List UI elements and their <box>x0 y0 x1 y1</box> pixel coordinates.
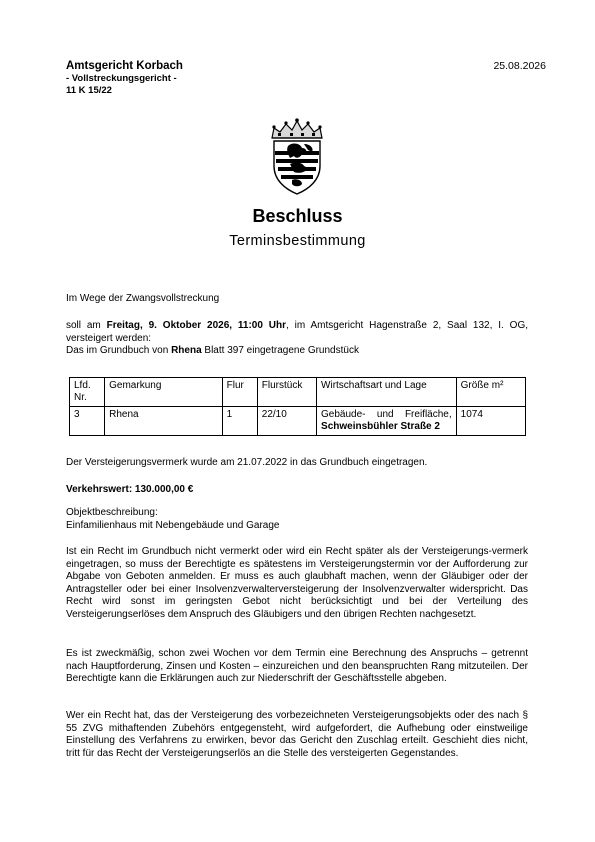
object-label: Objektbeschreibung: <box>66 507 158 518</box>
auction-block <box>66 320 528 358</box>
register-prefix: Das im Grundbuch von <box>66 345 172 356</box>
market-value: Verkehrswert: 130.000,00 € <box>66 484 194 495</box>
document-title: Beschluss <box>252 206 343 226</box>
auction-location: , im Amtsgericht Hagenstraße 2, Saal 132, I. OG, <box>286 320 528 331</box>
header-flur: Flur <box>222 378 257 407</box>
cell-gemarkung: Rhena <box>105 407 223 436</box>
header-groesse: Größe m² <box>456 378 525 407</box>
header-gemarkung: Gemarkung <box>105 378 223 407</box>
intro-text: Im Wege der Zwangsvollstreckung <box>66 293 220 304</box>
register-suffix: Blatt 397 eingetragene Grundstück <box>201 345 359 356</box>
cell-flurstueck: 22/10 <box>257 407 316 436</box>
court-name: Amtsgericht Korbach <box>66 60 183 72</box>
header-flurstueck: Flurstück <box>257 378 316 407</box>
cell-wirtschaftsart <box>317 407 457 436</box>
auction-line-3 <box>66 345 528 358</box>
document-date: 25.08.2026 <box>493 60 546 72</box>
registration-note: Der Versteigerungsvermerk wurde am 21.07.2022 in das Grundbuch eingetragen. <box>66 457 428 468</box>
land-register-name: Rhena <box>171 345 202 356</box>
cell-usage: Gebäude- und Freifläche, <box>321 409 452 420</box>
paragraph-opposing-rights: Wer ein Recht hat, das der Versteigerung des vorbezeichneten Versteigerungsobjekts oder des nach § 55 ZVG mithaftenden Zubehörs entgegensteht, wird aufgefordert, die Aufhebung oder einstweilige Einstellung des Verfahrens zu erwirken, bevor das Gericht den Zuschlag erteilt. Geschieht dies nicht, tritt für das Recht der Versteigerungserlös an die Stelle des versteigerten Gegenstandes. <box>66 710 528 759</box>
court-header <box>66 59 366 97</box>
header-wirtschaftsart: Wirtschaftsart und Lage <box>317 378 457 407</box>
cell-location: Schweinsbühler Straße 2 <box>321 421 440 432</box>
table-row <box>70 407 526 436</box>
auction-line-2: versteigert werden: <box>66 332 152 344</box>
auction-datetime: Freitag, 9. Oktober 2026, 11:00 Uhr <box>106 320 287 331</box>
header-lfd: Lfd. Nr. <box>70 378 105 407</box>
plot-table <box>69 377 526 436</box>
paragraph-rights-registration: Ist ein Recht im Grundbuch nicht vermerkt oder wird ein Recht später als der Versteigerungs-vermerk eingetragen, so muss der Berechtigte es spätestens im Versteigerungstermin vor der Aufforderung zur Abgabe von Geboten anmelden. Er muss es auch glaubhaft machen, wenn der Gläubiger oder der Antragsteller oder bei einer Insolvenzverwalterversteigerung der Insolvenzverwalter widerspricht. Das Recht wird sonst im geringsten Gebot nicht berücksichtigt und bei der Verteilung des Versteigerungserlöses dem Anspruch des Gläubigers und den übrigen Rechten nachgesetzt. <box>66 546 528 620</box>
table-header-row <box>70 378 526 407</box>
cell-lfd: 3 <box>70 407 105 436</box>
cell-groesse: 1074 <box>456 407 525 436</box>
paragraph-claim-calculation: Es ist zweckmäßig, schon zwei Wochen vor dem Termin eine Berechnung des Anspruchs – getrennt nach Hauptforderung, Zinsen und Kosten – einzureichen und den beanspruchten Rang mitzuteilen. Der Berechtigte kann die Erklärungen auch zur Niederschrift der Geschäftsstelle abgeben. <box>66 648 528 684</box>
document-subtitle: Terminsbestimmung <box>229 233 366 249</box>
object-value: Einfamilienhaus mit Nebengebäude und Garage <box>66 519 280 531</box>
auction-prefix: soll am <box>66 320 107 331</box>
auction-line-1 <box>66 320 528 333</box>
court-department: - Vollstreckungsgericht - <box>66 73 177 84</box>
object-description <box>66 507 528 532</box>
file-number: 11 K 15/22 <box>66 85 112 96</box>
hessen-lion-crest-icon <box>266 118 328 196</box>
cell-flur: 1 <box>222 407 257 436</box>
